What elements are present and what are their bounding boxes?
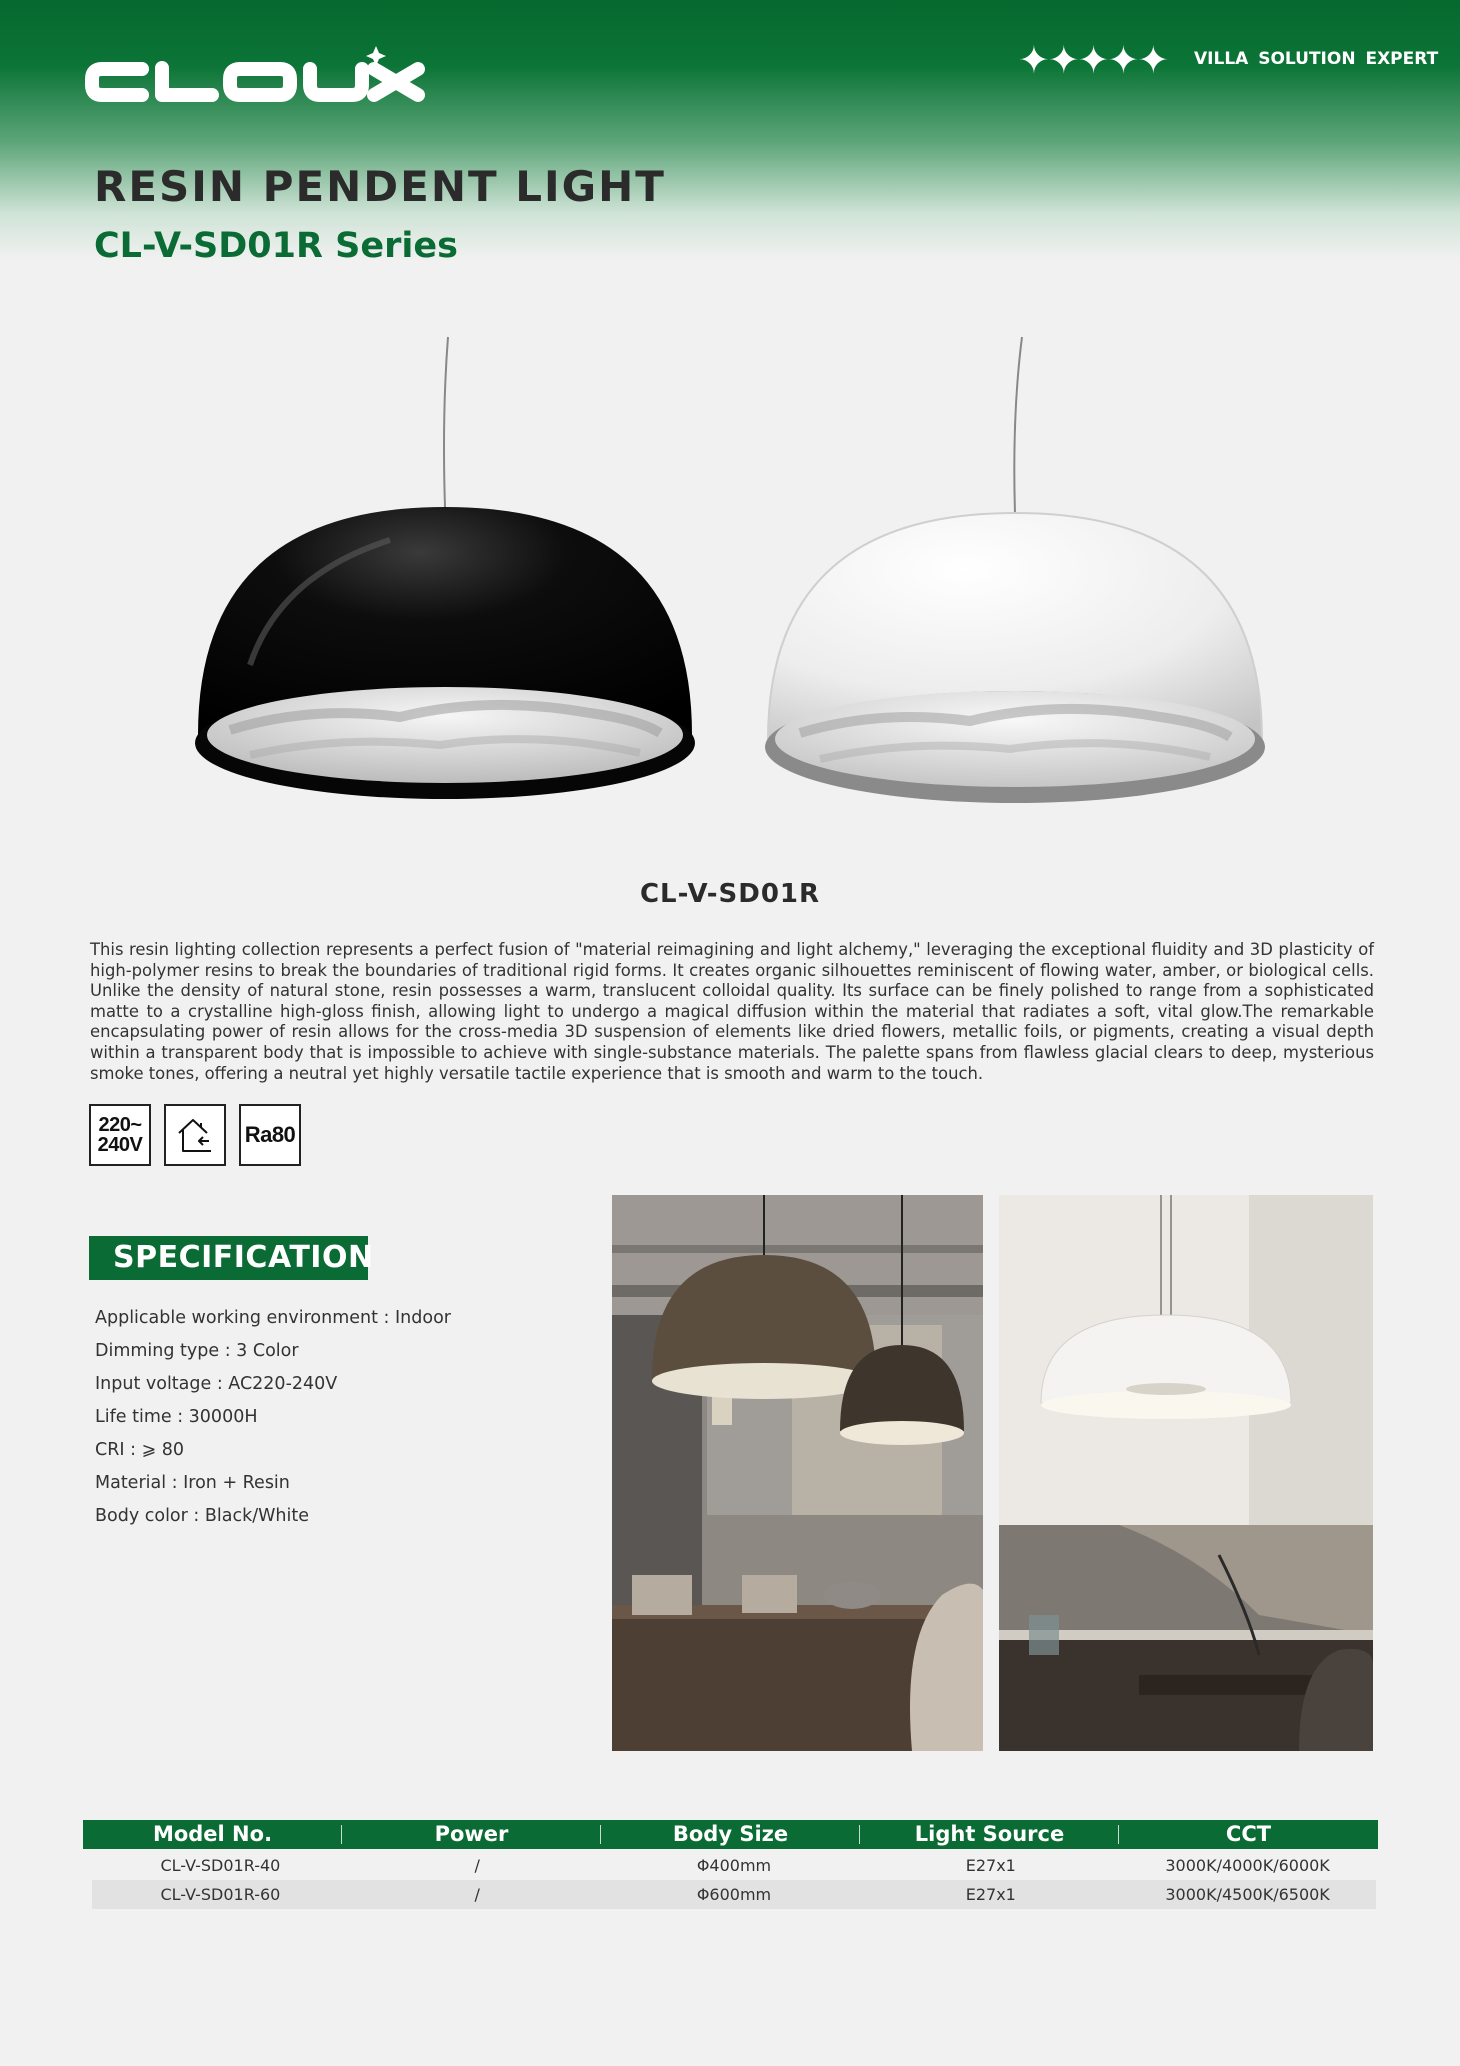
cri-ra80-icon: Ra80 xyxy=(239,1104,301,1166)
column-power: Power xyxy=(342,1820,601,1849)
cloux-logo xyxy=(84,42,434,102)
header-gradient xyxy=(0,0,1460,260)
voltage-icon: 220~ 240V xyxy=(89,1104,151,1166)
column-cct: CCT xyxy=(1225,1822,1272,1846)
white-pendant-lamp-image xyxy=(760,335,1270,835)
spec-item: Input voltage : AC220-240V xyxy=(95,1374,338,1394)
specification-list xyxy=(95,1302,451,1533)
specification-heading: SPECIFICATION xyxy=(89,1236,368,1280)
column-body-size: Body Size xyxy=(601,1820,860,1849)
black-pendant-lamp-image xyxy=(190,335,700,835)
spec-item: Applicable working environment : Indoor xyxy=(95,1308,451,1328)
spec-table-header xyxy=(83,1820,1378,1849)
spec-item: Life time : 30000H xyxy=(95,1407,258,1427)
column-light-source: Light Source xyxy=(860,1820,1119,1849)
page-title: RESIN PENDENT LIGHT xyxy=(94,162,666,211)
series-subtitle: CL-V-SD01R Series xyxy=(94,226,458,266)
product-description: This resin lighting collection represents a perfect fusion of "material reimagining and light alchemy," leveraging the exceptional fluidity and 3D plasticity of high-polymer resins to break the boundaries of traditional rigid forms. It creates organic silhouettes reminiscent of flowing water, amber, or biological cells. Unlike the density of natural stone, resin possesses a warm, translucent colloidal quality. Its surface can be finely polished to range from a sophisticated matte to a crystalline high-gloss finish, allowing light to undergo a magical diffusion within the material that radiates a soft, vital glow.The remarkable encapsulating power of resin allows for the cross-media 3D suspension of elements like dried flowers, metallic foils, or pigments, creating a visual depth within a transparent body that is impossible to achieve with single-substance materials. The palette spans from flawless glacial clears to deep, mysterious smoke tones, offering a neutral yet highly versatile tactile experience that is smooth and warm to the touch. xyxy=(90,940,1374,1083)
kitchen-photo xyxy=(999,1195,1373,1751)
tagline: VILLA SOLUTION EXPERT xyxy=(1194,49,1439,69)
feature-icons xyxy=(89,1104,301,1166)
dining-room-photo xyxy=(612,1195,983,1751)
table-row: CL-V-SD01R-60 / Φ600mm E27x1 3000K/4500K/6500K xyxy=(92,1880,1376,1909)
table-row: CL-V-SD01R-40 / Φ400mm E27x1 3000K/4000K/6000K xyxy=(160,1856,1330,1875)
model-label: CL-V-SD01R xyxy=(639,879,821,909)
indoor-house-icon xyxy=(164,1104,226,1166)
spec-item: Dimming type : 3 Color xyxy=(95,1341,299,1361)
spec-item: Body color : Black/White xyxy=(95,1506,309,1526)
spec-item: Material : Iron + Resin xyxy=(95,1473,290,1493)
column-model-no: Model No. xyxy=(83,1820,342,1849)
spec-item: CRI : ⩾ 80 xyxy=(95,1440,185,1460)
rating-stars: ✦✦✦✦✦ xyxy=(1018,38,1168,82)
